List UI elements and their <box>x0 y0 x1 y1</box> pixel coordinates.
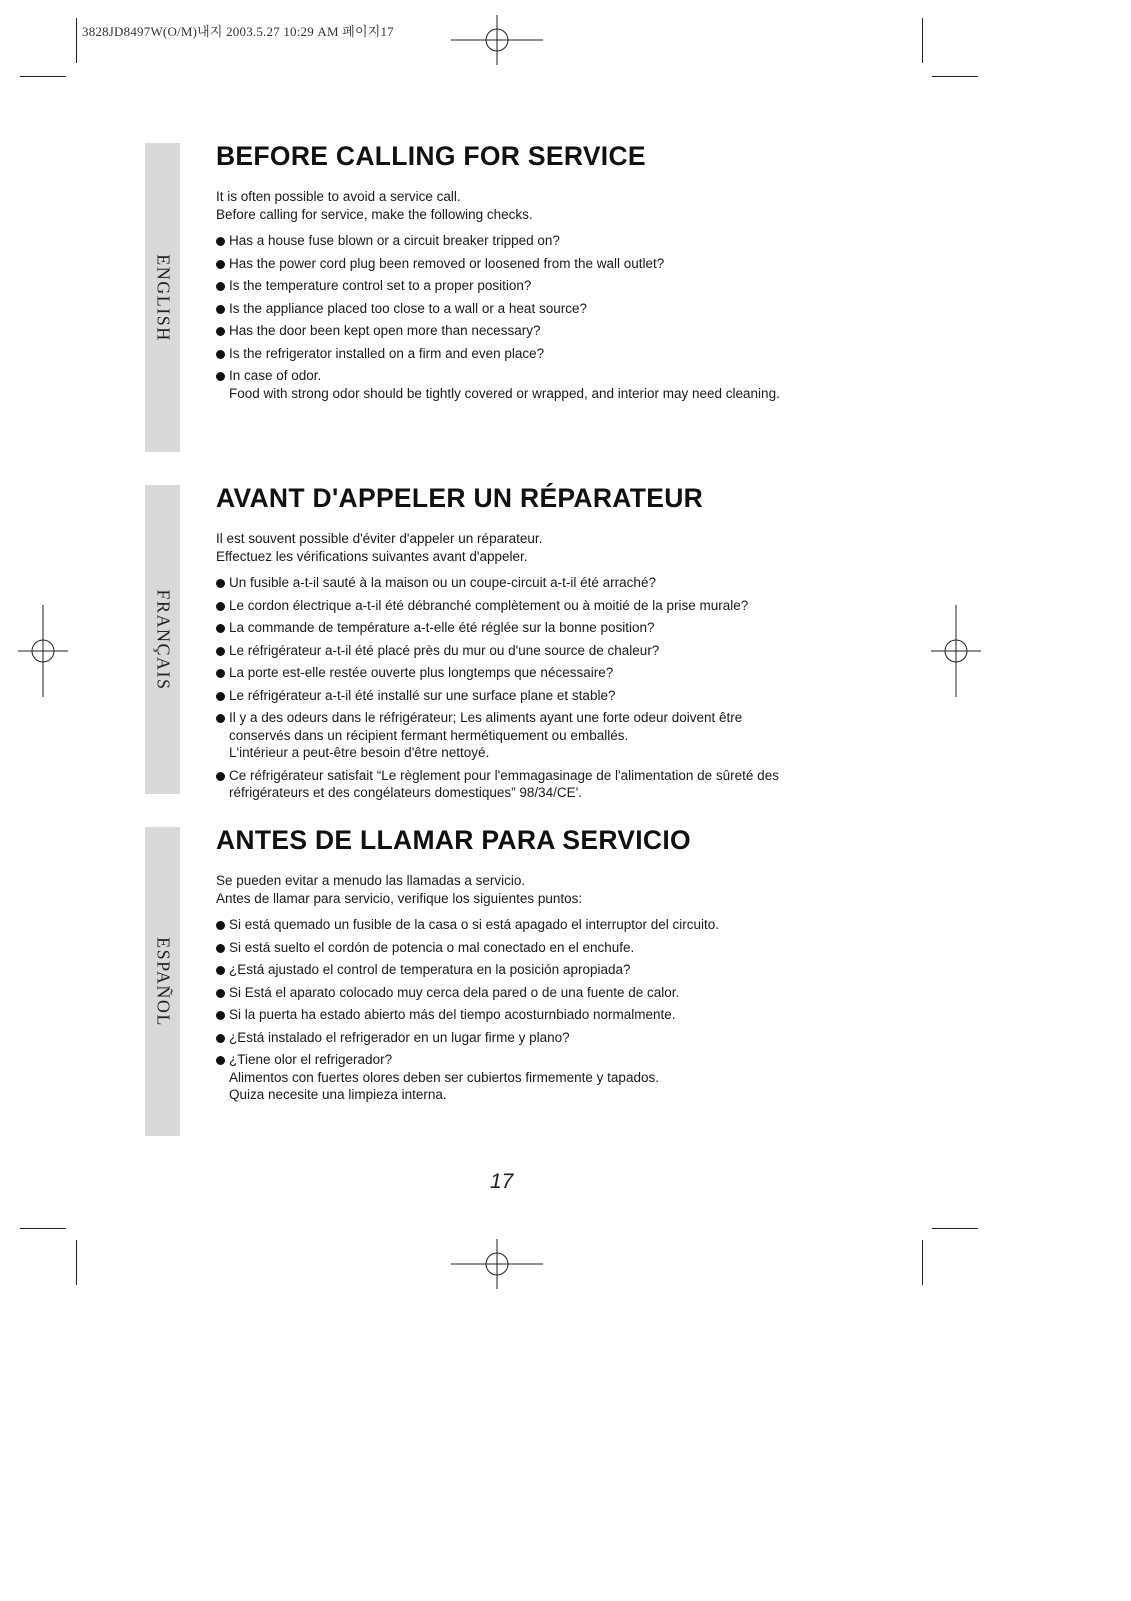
bullet-icon <box>216 921 225 930</box>
bullet-icon <box>216 647 225 656</box>
language-tab-label: FRANÇAIS <box>153 588 173 691</box>
intro-line: It is often possible to avoid a service call. <box>216 189 461 204</box>
checklist-item: Si está suelto el cordón de potencia o mal conectado en el enchufe. <box>216 939 856 957</box>
intro-line: Before calling for service, make the following checks. <box>216 207 533 222</box>
bullet-icon <box>216 579 225 588</box>
crop-mark <box>922 1240 923 1285</box>
checklist-item: Is the appliance placed too close to a wall or a heat source? <box>216 300 856 318</box>
checklist <box>216 232 856 402</box>
bullet-icon <box>216 1011 225 1020</box>
bullet-icon <box>216 602 225 611</box>
checklist-item: Has the power cord plug been removed or loosened from the wall outlet? <box>216 255 856 273</box>
bullet-icon <box>216 327 225 336</box>
checklist-item: Le réfrigérateur a-t-il été installé sur une surface plane et stable? <box>216 687 856 705</box>
registration-mark <box>931 605 981 697</box>
bullet-icon <box>216 714 225 723</box>
crop-mark <box>20 76 66 77</box>
intro-line: Antes de llamar para servicio, verifique los siguientes puntos: <box>216 891 583 906</box>
checklist-item: Le réfrigérateur a-t-il été placé près du mur ou d'une source de chaleur? <box>216 642 856 660</box>
checklist-item: Is the temperature control set to a proper position? <box>216 277 856 295</box>
bullet-icon <box>216 944 225 953</box>
checklist-item: Si la puerta ha estado abierto más del tiempo acosturnbiado normalmente. <box>216 1006 856 1024</box>
crop-mark <box>922 18 923 63</box>
crop-mark <box>932 1228 978 1229</box>
section-title: AVANT D'APPELER UN RÉPARATEUR <box>216 483 704 513</box>
checklist-item: Si está quemado un fusible de la casa o si está apagado el interruptor del circuito. <box>216 916 856 934</box>
registration-mark <box>451 15 543 65</box>
checklist-item: Ce réfrigérateur satisfait “Le règlement pour l'emmagasinage de l'alimentation de sûreté des réfrigérateurs et des congélateurs domestiques” 98/34/CE'. <box>216 767 856 802</box>
language-tab-label: ENGLISH <box>153 253 173 342</box>
section-title: BEFORE CALLING FOR SERVICE <box>216 141 646 171</box>
section-title: ANTES DE LLAMAR PARA SERVICIO <box>216 825 691 855</box>
bullet-icon <box>216 260 225 269</box>
checklist <box>216 916 856 1104</box>
crop-mark <box>932 76 978 77</box>
section-intro <box>216 530 856 566</box>
crop-mark <box>76 1240 77 1285</box>
checklist-item: Is the refrigerator installed on a firm and even place? <box>216 345 856 363</box>
checklist-item: ¿Está ajustado el control de temperatura en la posición apropiada? <box>216 961 856 979</box>
bullet-icon <box>216 282 225 291</box>
bullet-icon <box>216 989 225 998</box>
crop-mark <box>20 1228 66 1229</box>
checklist-item: Il y a des odeurs dans le réfrigérateur; Les aliments ayant une forte odeur doivent être conservés dans un récipient fermant hermétiquement ou emballés. L'intérieur a peut-être besoin d'être nettoyé. <box>216 709 856 762</box>
section-intro <box>216 188 856 224</box>
language-tab-espanol <box>145 827 180 1136</box>
registration-mark <box>451 1239 543 1289</box>
print-slug: 3828JD8497W(O/M)내지 2003.5.27 10:29 AM 페이지17 <box>82 24 394 39</box>
checklist-item: Has a house fuse blown or a circuit breaker tripped on? <box>216 232 856 250</box>
checklist-item: Un fusible a-t-il sauté à la maison ou un coupe-circuit a-t-il été arraché? <box>216 574 856 592</box>
bullet-icon <box>216 350 225 359</box>
bullet-icon <box>216 372 225 381</box>
language-tab-label: ESPAÑOL <box>153 936 173 1027</box>
section-espanol <box>216 825 856 1109</box>
section-francais <box>216 483 856 807</box>
checklist-item: La commande de température a-t-elle été réglée sur la bonne position? <box>216 619 856 637</box>
checklist-item: In case of odor. Food with strong odor should be tightly covered or wrapped, and interior may need cleaning. <box>216 367 856 402</box>
bullet-icon <box>216 692 225 701</box>
bullet-icon <box>216 1056 225 1065</box>
checklist-item: La porte est-elle restée ouverte plus longtemps que nécessaire? <box>216 664 856 682</box>
checklist-item: Has the door been kept open more than necessary? <box>216 322 856 340</box>
checklist-item: ¿Tiene olor el refrigerador? Alimentos con fuertes olores deben ser cubiertos firmemente y tapados. Quiza necesite una limpieza interna. <box>216 1051 856 1104</box>
bullet-icon <box>216 305 225 314</box>
bullet-icon <box>216 624 225 633</box>
language-tab-english <box>145 143 180 452</box>
checklist-item: ¿Está instalado el refrigerador en un lugar firme y plano? <box>216 1029 856 1047</box>
page-number: 17 <box>490 1170 514 1193</box>
bullet-icon <box>216 669 225 678</box>
checklist-item: Le cordon électrique a-t-il été débranché complètement ou à moitié de la prise murale? <box>216 597 856 615</box>
language-tab-francais <box>145 485 180 794</box>
intro-line: Il est souvent possible d'éviter d'appeler un réparateur. <box>216 531 543 546</box>
section-english <box>216 141 856 407</box>
crop-mark <box>76 18 77 63</box>
checklist <box>216 574 856 802</box>
bullet-icon <box>216 966 225 975</box>
bullet-icon <box>216 1034 225 1043</box>
bullet-icon <box>216 772 225 781</box>
checklist-item: Si Está el aparato colocado muy cerca dela pared o de una fuente de calor. <box>216 984 856 1002</box>
intro-line: Effectuez les vérifications suivantes avant d'appeler. <box>216 549 528 564</box>
bullet-icon <box>216 237 225 246</box>
registration-mark <box>18 605 68 697</box>
section-intro <box>216 872 856 908</box>
intro-line: Se pueden evitar a menudo las llamadas a servicio. <box>216 873 526 888</box>
